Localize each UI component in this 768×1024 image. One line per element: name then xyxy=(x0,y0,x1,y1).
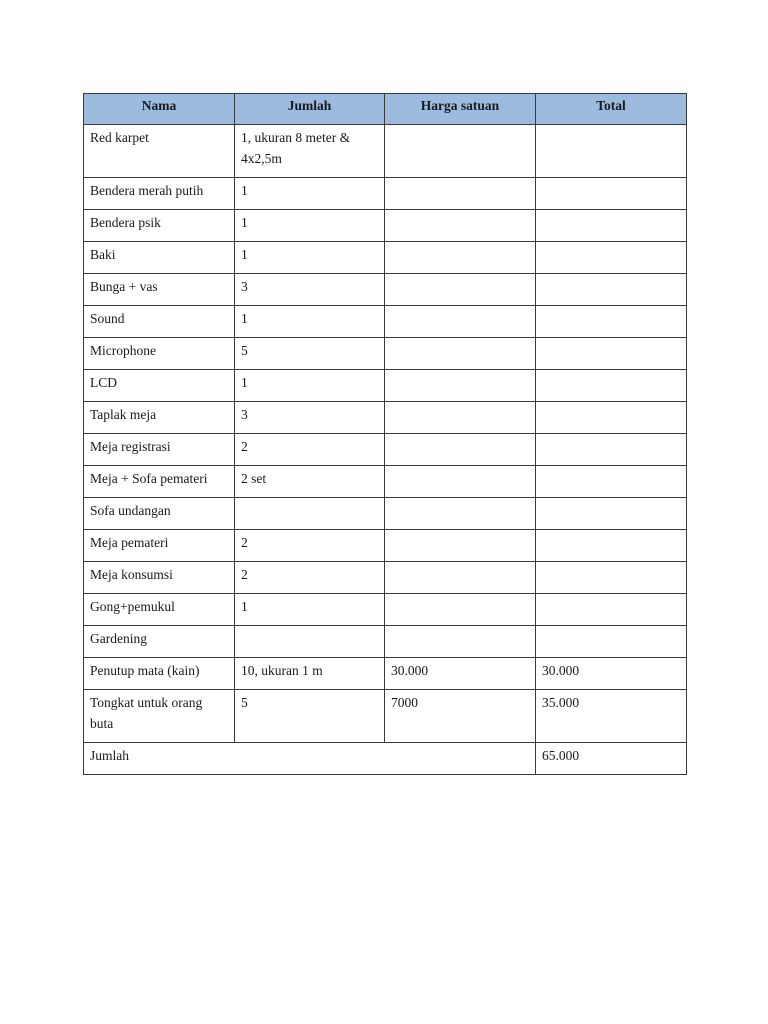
header-nama: Nama xyxy=(84,94,235,125)
cell-jumlah: 2 xyxy=(235,434,385,466)
cell-nama: Sound xyxy=(84,306,235,338)
cell-jumlah: 2 xyxy=(235,530,385,562)
cell-nama: Meja + Sofa pemateri xyxy=(84,466,235,498)
cell-harga xyxy=(385,466,536,498)
equipment-budget-table xyxy=(83,93,687,775)
cell-nama: Bendera psik xyxy=(84,210,235,242)
cell-harga xyxy=(385,306,536,338)
cell-total: 35.000 xyxy=(536,690,687,743)
cell-jumlah: 2 xyxy=(235,562,385,594)
cell-jumlah xyxy=(235,626,385,658)
cell-total xyxy=(536,466,687,498)
cell-nama: Red karpet xyxy=(84,125,235,178)
cell-total xyxy=(536,370,687,402)
cell-harga xyxy=(385,338,536,370)
header-jumlah: Jumlah xyxy=(235,94,385,125)
header-harga-satuan: Harga satuan xyxy=(385,94,536,125)
cell-jumlah: 1 xyxy=(235,306,385,338)
table-row xyxy=(84,658,687,690)
cell-jumlah: 1 xyxy=(235,242,385,274)
cell-harga xyxy=(385,498,536,530)
table-row xyxy=(84,402,687,434)
cell-jumlah: 5 xyxy=(235,690,385,743)
table-row xyxy=(84,306,687,338)
cell-harga: 30.000 xyxy=(385,658,536,690)
table-row xyxy=(84,498,687,530)
cell-harga xyxy=(385,562,536,594)
cell-harga xyxy=(385,434,536,466)
cell-total xyxy=(536,402,687,434)
cell-nama: Gardening xyxy=(84,626,235,658)
footer-grand-total: 65.000 xyxy=(536,743,687,775)
cell-nama: Taplak meja xyxy=(84,402,235,434)
cell-harga xyxy=(385,530,536,562)
cell-jumlah: 3 xyxy=(235,274,385,306)
footer-label-jumlah: Jumlah xyxy=(84,743,536,775)
cell-total xyxy=(536,530,687,562)
cell-total xyxy=(536,562,687,594)
cell-total xyxy=(536,306,687,338)
cell-jumlah: 1 xyxy=(235,178,385,210)
cell-total xyxy=(536,626,687,658)
cell-nama: Bunga + vas xyxy=(84,274,235,306)
table-row xyxy=(84,562,687,594)
cell-nama: Bendera merah putih xyxy=(84,178,235,210)
table-row xyxy=(84,370,687,402)
table-row xyxy=(84,178,687,210)
cell-jumlah: 5 xyxy=(235,338,385,370)
cell-nama: Meja registrasi xyxy=(84,434,235,466)
cell-total xyxy=(536,498,687,530)
cell-harga xyxy=(385,125,536,178)
cell-jumlah: 1, ukuran 8 meter & 4x2,5m xyxy=(235,125,385,178)
cell-nama: Meja pemateri xyxy=(84,530,235,562)
cell-jumlah: 10, ukuran 1 m xyxy=(235,658,385,690)
cell-nama: Baki xyxy=(84,242,235,274)
table-row xyxy=(84,338,687,370)
cell-total: 30.000 xyxy=(536,658,687,690)
cell-total xyxy=(536,274,687,306)
table-row xyxy=(84,594,687,626)
cell-harga xyxy=(385,402,536,434)
table-header-row xyxy=(84,94,687,125)
cell-nama: Penutup mata (kain) xyxy=(84,658,235,690)
cell-harga xyxy=(385,210,536,242)
table-row xyxy=(84,434,687,466)
cell-jumlah: 1 xyxy=(235,210,385,242)
cell-nama: Gong+pemukul xyxy=(84,594,235,626)
cell-total xyxy=(536,434,687,466)
cell-nama: Tongkat untuk orang buta xyxy=(84,690,235,743)
table-row xyxy=(84,242,687,274)
header-total: Total xyxy=(536,94,687,125)
cell-total xyxy=(536,178,687,210)
cell-harga: 7000 xyxy=(385,690,536,743)
cell-total xyxy=(536,594,687,626)
cell-total xyxy=(536,210,687,242)
cell-jumlah: 1 xyxy=(235,370,385,402)
cell-jumlah: 1 xyxy=(235,594,385,626)
cell-jumlah: 3 xyxy=(235,402,385,434)
cell-harga xyxy=(385,242,536,274)
table-row xyxy=(84,210,687,242)
cell-nama: Meja konsumsi xyxy=(84,562,235,594)
cell-jumlah xyxy=(235,498,385,530)
cell-total xyxy=(536,338,687,370)
cell-total xyxy=(536,242,687,274)
cell-harga xyxy=(385,274,536,306)
table-row xyxy=(84,466,687,498)
cell-harga xyxy=(385,594,536,626)
table-row xyxy=(84,125,687,178)
table-row xyxy=(84,530,687,562)
cell-total xyxy=(536,125,687,178)
cell-nama: Sofa undangan xyxy=(84,498,235,530)
cell-harga xyxy=(385,370,536,402)
table-row xyxy=(84,690,687,743)
cell-harga xyxy=(385,626,536,658)
table-row xyxy=(84,274,687,306)
table-row xyxy=(84,626,687,658)
cell-nama: Microphone xyxy=(84,338,235,370)
table-footer-row xyxy=(84,743,687,775)
cell-nama: LCD xyxy=(84,370,235,402)
cell-jumlah: 2 set xyxy=(235,466,385,498)
cell-harga xyxy=(385,178,536,210)
